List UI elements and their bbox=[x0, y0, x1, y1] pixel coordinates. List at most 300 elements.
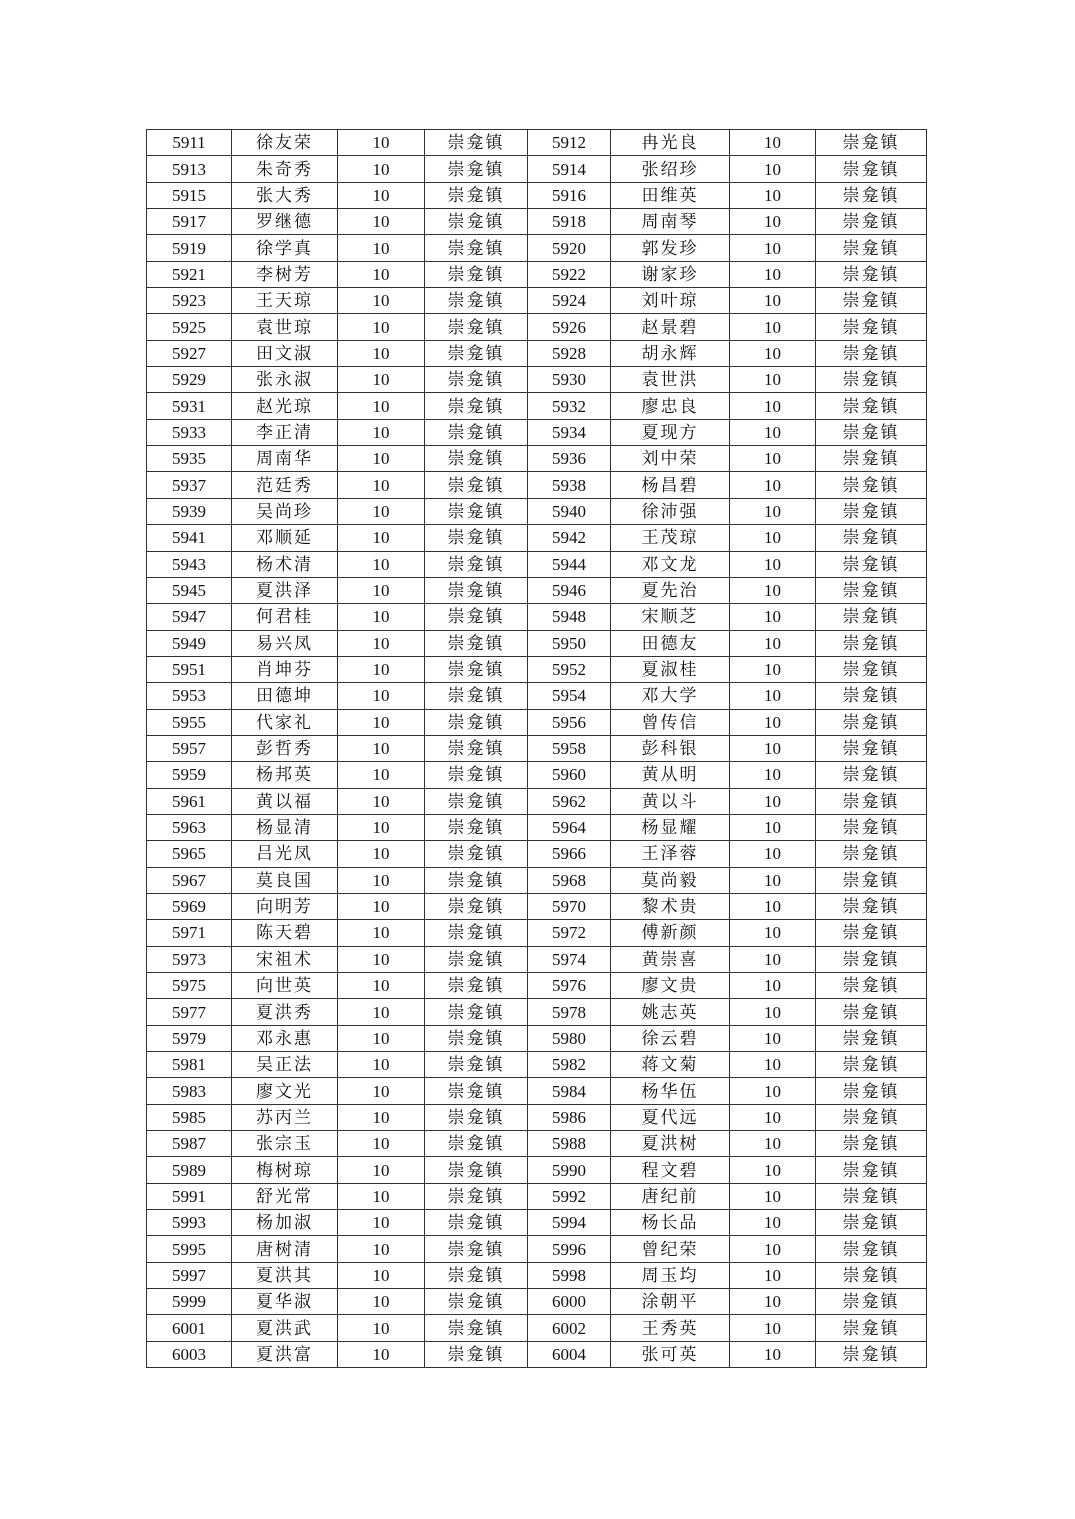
amount-cell: 10 bbox=[338, 209, 425, 235]
table-row bbox=[147, 999, 927, 1025]
table-row bbox=[147, 867, 927, 893]
amount-cell: 10 bbox=[730, 1210, 816, 1236]
serial-number-cell: 5916 bbox=[528, 182, 611, 208]
table-row bbox=[147, 209, 927, 235]
town-cell: 崇龛镇 bbox=[816, 235, 927, 261]
serial-number-cell: 5944 bbox=[528, 551, 611, 577]
serial-number-cell: 5953 bbox=[147, 683, 232, 709]
name-cell: 夏华淑 bbox=[232, 1289, 338, 1315]
table-row bbox=[147, 261, 927, 287]
serial-number-cell: 5973 bbox=[147, 946, 232, 972]
name-cell: 涂朝平 bbox=[611, 1289, 730, 1315]
town-cell: 崇龛镇 bbox=[425, 288, 528, 314]
table-row bbox=[147, 393, 927, 419]
amount-cell: 10 bbox=[338, 630, 425, 656]
serial-number-cell: 6001 bbox=[147, 1315, 232, 1341]
amount-cell: 10 bbox=[730, 1131, 816, 1157]
name-cell: 彭科银 bbox=[611, 735, 730, 761]
serial-number-cell: 5938 bbox=[528, 472, 611, 498]
town-cell: 崇龛镇 bbox=[425, 1210, 528, 1236]
town-cell: 崇龛镇 bbox=[425, 867, 528, 893]
serial-number-cell: 5978 bbox=[528, 999, 611, 1025]
name-cell: 田维英 bbox=[611, 182, 730, 208]
table-row bbox=[147, 156, 927, 182]
name-cell: 夏代远 bbox=[611, 1104, 730, 1130]
amount-cell: 10 bbox=[730, 762, 816, 788]
amount-cell: 10 bbox=[730, 209, 816, 235]
name-cell: 黄以福 bbox=[232, 788, 338, 814]
name-cell: 罗继德 bbox=[232, 209, 338, 235]
name-cell: 夏洪树 bbox=[611, 1131, 730, 1157]
name-cell: 向世英 bbox=[232, 973, 338, 999]
table-row bbox=[147, 604, 927, 630]
town-cell: 崇龛镇 bbox=[816, 498, 927, 524]
name-cell: 田文淑 bbox=[232, 340, 338, 366]
name-cell: 舒光常 bbox=[232, 1183, 338, 1209]
serial-number-cell: 5985 bbox=[147, 1104, 232, 1130]
town-cell: 崇龛镇 bbox=[816, 788, 927, 814]
name-cell: 徐学真 bbox=[232, 235, 338, 261]
amount-cell: 10 bbox=[730, 1289, 816, 1315]
name-cell: 刘叶琼 bbox=[611, 288, 730, 314]
town-cell: 崇龛镇 bbox=[816, 446, 927, 472]
amount-cell: 10 bbox=[338, 867, 425, 893]
town-cell: 崇龛镇 bbox=[816, 946, 927, 972]
amount-cell: 10 bbox=[730, 261, 816, 287]
name-cell: 邓大学 bbox=[611, 683, 730, 709]
serial-number-cell: 5999 bbox=[147, 1289, 232, 1315]
serial-number-cell: 5947 bbox=[147, 604, 232, 630]
name-cell: 张大秀 bbox=[232, 182, 338, 208]
serial-number-cell: 5912 bbox=[528, 130, 611, 156]
amount-cell: 10 bbox=[730, 130, 816, 156]
name-cell: 宋顺芝 bbox=[611, 604, 730, 630]
amount-cell: 10 bbox=[730, 841, 816, 867]
table-row bbox=[147, 1131, 927, 1157]
town-cell: 崇龛镇 bbox=[816, 314, 927, 340]
table-row bbox=[147, 1078, 927, 1104]
amount-cell: 10 bbox=[730, 1315, 816, 1341]
town-cell: 崇龛镇 bbox=[425, 1078, 528, 1104]
table-row bbox=[147, 577, 927, 603]
amount-cell: 10 bbox=[338, 1157, 425, 1183]
serial-number-cell: 5955 bbox=[147, 709, 232, 735]
town-cell: 崇龛镇 bbox=[816, 1078, 927, 1104]
amount-cell: 10 bbox=[338, 367, 425, 393]
town-cell: 崇龛镇 bbox=[816, 1025, 927, 1051]
town-cell: 崇龛镇 bbox=[816, 261, 927, 287]
serial-number-cell: 5994 bbox=[528, 1210, 611, 1236]
serial-number-cell: 5919 bbox=[147, 235, 232, 261]
table-row bbox=[147, 1262, 927, 1288]
town-cell: 崇龛镇 bbox=[816, 1131, 927, 1157]
town-cell: 崇龛镇 bbox=[816, 920, 927, 946]
amount-cell: 10 bbox=[730, 1262, 816, 1288]
serial-number-cell: 5997 bbox=[147, 1262, 232, 1288]
name-cell: 宋祖术 bbox=[232, 946, 338, 972]
name-cell: 王泽蓉 bbox=[611, 841, 730, 867]
name-cell: 赵光琼 bbox=[232, 393, 338, 419]
amount-cell: 10 bbox=[730, 1104, 816, 1130]
town-cell: 崇龛镇 bbox=[425, 393, 528, 419]
serial-number-cell: 5982 bbox=[528, 1052, 611, 1078]
amount-cell: 10 bbox=[730, 156, 816, 182]
table-row bbox=[147, 525, 927, 551]
serial-number-cell: 5958 bbox=[528, 735, 611, 761]
amount-cell: 10 bbox=[730, 999, 816, 1025]
name-cell: 杨术清 bbox=[232, 551, 338, 577]
amount-cell: 10 bbox=[338, 841, 425, 867]
amount-cell: 10 bbox=[338, 788, 425, 814]
town-cell: 崇龛镇 bbox=[425, 367, 528, 393]
amount-cell: 10 bbox=[730, 472, 816, 498]
amount-cell: 10 bbox=[730, 683, 816, 709]
town-cell: 崇龛镇 bbox=[816, 709, 927, 735]
name-cell: 唐纪前 bbox=[611, 1183, 730, 1209]
amount-cell: 10 bbox=[338, 1025, 425, 1051]
name-cell: 杨昌碧 bbox=[611, 472, 730, 498]
amount-cell: 10 bbox=[730, 340, 816, 366]
serial-number-cell: 5960 bbox=[528, 762, 611, 788]
serial-number-cell: 5954 bbox=[528, 683, 611, 709]
amount-cell: 10 bbox=[730, 1157, 816, 1183]
amount-cell: 10 bbox=[338, 1315, 425, 1341]
serial-number-cell: 5965 bbox=[147, 841, 232, 867]
amount-cell: 10 bbox=[338, 735, 425, 761]
town-cell: 崇龛镇 bbox=[816, 814, 927, 840]
serial-number-cell: 5922 bbox=[528, 261, 611, 287]
name-cell: 莫尚毅 bbox=[611, 867, 730, 893]
name-cell: 杨邦英 bbox=[232, 762, 338, 788]
name-cell: 夏现方 bbox=[611, 419, 730, 445]
town-cell: 崇龛镇 bbox=[425, 156, 528, 182]
name-cell: 黄从明 bbox=[611, 762, 730, 788]
name-cell: 向明芳 bbox=[232, 893, 338, 919]
table-row bbox=[147, 1341, 927, 1367]
serial-number-cell: 5989 bbox=[147, 1157, 232, 1183]
serial-number-cell: 5942 bbox=[528, 525, 611, 551]
name-cell: 夏淑桂 bbox=[611, 656, 730, 682]
town-cell: 崇龛镇 bbox=[425, 419, 528, 445]
serial-number-cell: 5911 bbox=[147, 130, 232, 156]
town-cell: 崇龛镇 bbox=[816, 288, 927, 314]
amount-cell: 10 bbox=[730, 630, 816, 656]
name-cell: 夏洪泽 bbox=[232, 577, 338, 603]
name-cell: 黄以斗 bbox=[611, 788, 730, 814]
name-cell: 傅新颜 bbox=[611, 920, 730, 946]
table-row bbox=[147, 735, 927, 761]
name-cell: 袁世琼 bbox=[232, 314, 338, 340]
name-cell: 曾纪荣 bbox=[611, 1236, 730, 1262]
name-cell: 蒋文菊 bbox=[611, 1052, 730, 1078]
amount-cell: 10 bbox=[338, 498, 425, 524]
serial-number-cell: 5928 bbox=[528, 340, 611, 366]
serial-number-cell: 5977 bbox=[147, 999, 232, 1025]
town-cell: 崇龛镇 bbox=[425, 1131, 528, 1157]
town-cell: 崇龛镇 bbox=[816, 209, 927, 235]
town-cell: 崇龛镇 bbox=[816, 1183, 927, 1209]
town-cell: 崇龛镇 bbox=[816, 656, 927, 682]
serial-number-cell: 5969 bbox=[147, 893, 232, 919]
town-cell: 崇龛镇 bbox=[425, 683, 528, 709]
amount-cell: 10 bbox=[730, 419, 816, 445]
town-cell: 崇龛镇 bbox=[816, 525, 927, 551]
town-cell: 崇龛镇 bbox=[425, 472, 528, 498]
name-cell: 陈天碧 bbox=[232, 920, 338, 946]
amount-cell: 10 bbox=[730, 498, 816, 524]
name-cell: 廖忠良 bbox=[611, 393, 730, 419]
serial-number-cell: 5946 bbox=[528, 577, 611, 603]
name-cell: 谢家珍 bbox=[611, 261, 730, 287]
town-cell: 崇龛镇 bbox=[425, 1289, 528, 1315]
town-cell: 崇龛镇 bbox=[425, 1341, 528, 1367]
serial-number-cell: 5979 bbox=[147, 1025, 232, 1051]
table-row bbox=[147, 235, 927, 261]
town-cell: 崇龛镇 bbox=[816, 1104, 927, 1130]
town-cell: 崇龛镇 bbox=[816, 419, 927, 445]
amount-cell: 10 bbox=[730, 525, 816, 551]
name-cell: 黄崇喜 bbox=[611, 946, 730, 972]
name-cell: 杨长品 bbox=[611, 1210, 730, 1236]
name-cell: 易兴凤 bbox=[232, 630, 338, 656]
name-cell: 王天琼 bbox=[232, 288, 338, 314]
table-row bbox=[147, 446, 927, 472]
table-row bbox=[147, 340, 927, 366]
town-cell: 崇龛镇 bbox=[816, 630, 927, 656]
serial-number-cell: 5986 bbox=[528, 1104, 611, 1130]
serial-number-cell: 5941 bbox=[147, 525, 232, 551]
name-cell: 李正清 bbox=[232, 419, 338, 445]
serial-number-cell: 5967 bbox=[147, 867, 232, 893]
serial-number-cell: 5970 bbox=[528, 893, 611, 919]
amount-cell: 10 bbox=[338, 656, 425, 682]
serial-number-cell: 5931 bbox=[147, 393, 232, 419]
name-cell: 田德友 bbox=[611, 630, 730, 656]
serial-number-cell: 5940 bbox=[528, 498, 611, 524]
serial-number-cell: 5933 bbox=[147, 419, 232, 445]
serial-number-cell: 5926 bbox=[528, 314, 611, 340]
serial-number-cell: 5917 bbox=[147, 209, 232, 235]
amount-cell: 10 bbox=[338, 1104, 425, 1130]
table-row bbox=[147, 841, 927, 867]
amount-cell: 10 bbox=[338, 551, 425, 577]
town-cell: 崇龛镇 bbox=[425, 604, 528, 630]
amount-cell: 10 bbox=[730, 893, 816, 919]
town-cell: 崇龛镇 bbox=[816, 1315, 927, 1341]
amount-cell: 10 bbox=[338, 1210, 425, 1236]
table-row bbox=[147, 946, 927, 972]
town-cell: 崇龛镇 bbox=[425, 841, 528, 867]
name-cell: 周南琴 bbox=[611, 209, 730, 235]
name-cell: 何君桂 bbox=[232, 604, 338, 630]
serial-number-cell: 5932 bbox=[528, 393, 611, 419]
amount-cell: 10 bbox=[338, 1289, 425, 1315]
serial-number-cell: 5930 bbox=[528, 367, 611, 393]
name-cell: 彭哲秀 bbox=[232, 735, 338, 761]
table-row bbox=[147, 893, 927, 919]
amount-cell: 10 bbox=[338, 235, 425, 261]
amount-cell: 10 bbox=[730, 367, 816, 393]
town-cell: 崇龛镇 bbox=[425, 314, 528, 340]
town-cell: 崇龛镇 bbox=[816, 683, 927, 709]
name-cell: 周玉均 bbox=[611, 1262, 730, 1288]
serial-number-cell: 5963 bbox=[147, 814, 232, 840]
town-cell: 崇龛镇 bbox=[425, 209, 528, 235]
name-cell: 冉光良 bbox=[611, 130, 730, 156]
town-cell: 崇龛镇 bbox=[425, 1052, 528, 1078]
name-cell: 杨华伍 bbox=[611, 1078, 730, 1104]
table-row bbox=[147, 762, 927, 788]
serial-number-cell: 5959 bbox=[147, 762, 232, 788]
town-cell: 崇龛镇 bbox=[425, 1236, 528, 1262]
table-row bbox=[147, 1025, 927, 1051]
amount-cell: 10 bbox=[730, 446, 816, 472]
table-row bbox=[147, 920, 927, 946]
name-cell: 廖文贵 bbox=[611, 973, 730, 999]
town-cell: 崇龛镇 bbox=[816, 130, 927, 156]
amount-cell: 10 bbox=[338, 1052, 425, 1078]
town-cell: 崇龛镇 bbox=[425, 551, 528, 577]
town-cell: 崇龛镇 bbox=[425, 630, 528, 656]
amount-cell: 10 bbox=[730, 288, 816, 314]
amount-cell: 10 bbox=[338, 709, 425, 735]
name-cell: 李树芳 bbox=[232, 261, 338, 287]
serial-number-cell: 5952 bbox=[528, 656, 611, 682]
amount-cell: 10 bbox=[730, 1183, 816, 1209]
serial-number-cell: 5964 bbox=[528, 814, 611, 840]
serial-number-cell: 5974 bbox=[528, 946, 611, 972]
table-row bbox=[147, 472, 927, 498]
town-cell: 崇龛镇 bbox=[425, 1262, 528, 1288]
table-row bbox=[147, 630, 927, 656]
town-cell: 崇龛镇 bbox=[425, 735, 528, 761]
amount-cell: 10 bbox=[338, 446, 425, 472]
serial-number-cell: 5972 bbox=[528, 920, 611, 946]
serial-number-cell: 5920 bbox=[528, 235, 611, 261]
name-cell: 张绍珍 bbox=[611, 156, 730, 182]
name-cell: 邓顺延 bbox=[232, 525, 338, 551]
table-row bbox=[147, 973, 927, 999]
table-row bbox=[147, 130, 927, 156]
amount-cell: 10 bbox=[338, 577, 425, 603]
town-cell: 崇龛镇 bbox=[816, 393, 927, 419]
town-cell: 崇龛镇 bbox=[816, 1157, 927, 1183]
serial-number-cell: 5957 bbox=[147, 735, 232, 761]
name-cell: 夏洪富 bbox=[232, 1341, 338, 1367]
amount-cell: 10 bbox=[338, 261, 425, 287]
town-cell: 崇龛镇 bbox=[425, 920, 528, 946]
serial-number-cell: 5976 bbox=[528, 973, 611, 999]
amount-cell: 10 bbox=[338, 946, 425, 972]
amount-cell: 10 bbox=[730, 920, 816, 946]
table-row bbox=[147, 498, 927, 524]
amount-cell: 10 bbox=[338, 973, 425, 999]
town-cell: 崇龛镇 bbox=[816, 867, 927, 893]
amount-cell: 10 bbox=[730, 577, 816, 603]
serial-number-cell: 5939 bbox=[147, 498, 232, 524]
amount-cell: 10 bbox=[730, 1052, 816, 1078]
name-cell: 周南华 bbox=[232, 446, 338, 472]
town-cell: 崇龛镇 bbox=[425, 656, 528, 682]
amount-cell: 10 bbox=[730, 735, 816, 761]
name-cell: 徐沛强 bbox=[611, 498, 730, 524]
name-cell: 曾传信 bbox=[611, 709, 730, 735]
town-cell: 崇龛镇 bbox=[425, 498, 528, 524]
amount-cell: 10 bbox=[730, 1025, 816, 1051]
amount-cell: 10 bbox=[338, 893, 425, 919]
amount-cell: 10 bbox=[338, 314, 425, 340]
amount-cell: 10 bbox=[730, 393, 816, 419]
serial-number-cell: 5993 bbox=[147, 1210, 232, 1236]
table-row bbox=[147, 1183, 927, 1209]
town-cell: 崇龛镇 bbox=[816, 156, 927, 182]
name-cell: 朱奇秀 bbox=[232, 156, 338, 182]
town-cell: 崇龛镇 bbox=[816, 1262, 927, 1288]
name-cell: 夏洪其 bbox=[232, 1262, 338, 1288]
amount-cell: 10 bbox=[338, 1131, 425, 1157]
name-cell: 姚志英 bbox=[611, 999, 730, 1025]
table-row bbox=[147, 814, 927, 840]
amount-cell: 10 bbox=[338, 1078, 425, 1104]
table-row bbox=[147, 1052, 927, 1078]
serial-number-cell: 5962 bbox=[528, 788, 611, 814]
serial-number-cell: 5998 bbox=[528, 1262, 611, 1288]
serial-number-cell: 5929 bbox=[147, 367, 232, 393]
town-cell: 崇龛镇 bbox=[425, 525, 528, 551]
name-cell: 唐树清 bbox=[232, 1236, 338, 1262]
table-row bbox=[147, 1289, 927, 1315]
name-cell: 杨加淑 bbox=[232, 1210, 338, 1236]
name-cell: 夏先治 bbox=[611, 577, 730, 603]
serial-number-cell: 5983 bbox=[147, 1078, 232, 1104]
amount-cell: 10 bbox=[338, 130, 425, 156]
serial-number-cell: 5913 bbox=[147, 156, 232, 182]
table-row bbox=[147, 709, 927, 735]
amount-cell: 10 bbox=[730, 182, 816, 208]
amount-cell: 10 bbox=[338, 683, 425, 709]
town-cell: 崇龛镇 bbox=[816, 182, 927, 208]
table-row bbox=[147, 656, 927, 682]
serial-number-cell: 5924 bbox=[528, 288, 611, 314]
serial-number-cell: 5995 bbox=[147, 1236, 232, 1262]
amount-cell: 10 bbox=[730, 814, 816, 840]
serial-number-cell: 5914 bbox=[528, 156, 611, 182]
amount-cell: 10 bbox=[338, 1262, 425, 1288]
table-row bbox=[147, 788, 927, 814]
table-row bbox=[147, 683, 927, 709]
town-cell: 崇龛镇 bbox=[425, 1183, 528, 1209]
amount-cell: 10 bbox=[730, 867, 816, 893]
town-cell: 崇龛镇 bbox=[816, 1341, 927, 1367]
amount-cell: 10 bbox=[730, 1341, 816, 1367]
serial-number-cell: 5925 bbox=[147, 314, 232, 340]
serial-number-cell: 5987 bbox=[147, 1131, 232, 1157]
town-cell: 崇龛镇 bbox=[425, 814, 528, 840]
town-cell: 崇龛镇 bbox=[816, 841, 927, 867]
town-cell: 崇龛镇 bbox=[816, 340, 927, 366]
name-cell: 范廷秀 bbox=[232, 472, 338, 498]
amount-cell: 10 bbox=[338, 814, 425, 840]
table-row bbox=[147, 182, 927, 208]
serial-number-cell: 5966 bbox=[528, 841, 611, 867]
name-cell: 杨显耀 bbox=[611, 814, 730, 840]
table-row bbox=[147, 314, 927, 340]
amount-cell: 10 bbox=[338, 419, 425, 445]
serial-number-cell: 5950 bbox=[528, 630, 611, 656]
serial-number-cell: 5961 bbox=[147, 788, 232, 814]
name-cell: 张宗玉 bbox=[232, 1131, 338, 1157]
town-cell: 崇龛镇 bbox=[816, 735, 927, 761]
